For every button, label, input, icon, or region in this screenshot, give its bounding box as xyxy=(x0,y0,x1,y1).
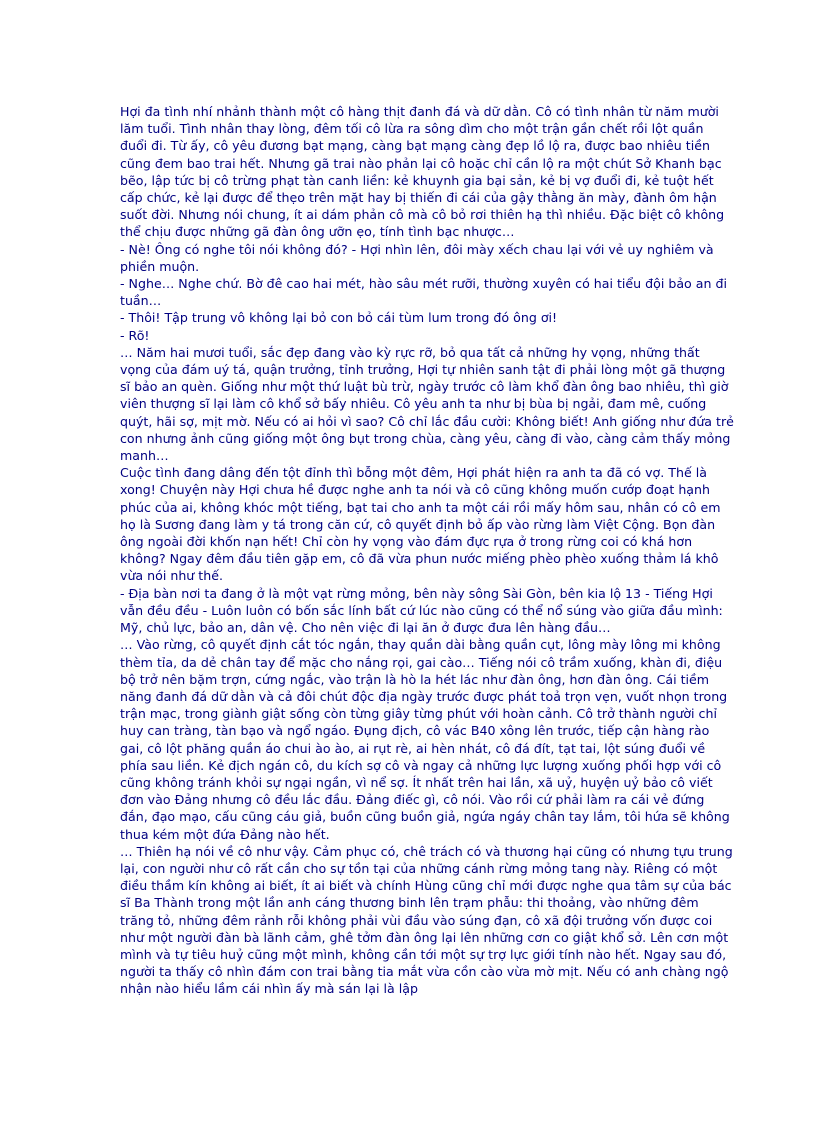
paragraph-9: … Vào rừng, cô quyết định cắt tóc ngắn, thay quần dài bằng quần cụt, lông mày lông mi không thèm tỉa, da dẻ chân tay để mặc cho nắng rọi, gai cào… Tiếng nói cô trầm xuống, khàn đi, điệu bộ trở nên bặm trợn, cứng ngắc, vào trận là hò la hét lác như đàn ông, hơn đàn ông. Cái tiềm năng đanh đá dữ dằn và cả đôi chút độc địa ngày trước được phát toả trọn vẹn, vuốt nhọn trong trận mạc, trong giành giật sống còn từng giây từng phút với hoàn cảnh. Cô trở thành người chỉ huy can tràng, tàn bạo và ngổ ngáo. Đụng địch, cô vác B40 xông lên trước, tiếp cận hàng rào gai, cô lột phăng quần áo chui ào ào, ai rụt rè, ai hèn nhát, cô đá đít, tạt tai, lột súng đuổi về phía sau liền. Kẻ địch ngán cô, du kích sợ cô và ngay cả những lực lượng xuống phối hợp với cô cũng không tránh khỏi sự ngại ngần, vì nể sợ. Ít nhất trên hai lần, xã uỷ, huyện uỷ bảo cô viết đơn vào Đảng nhưng cô đều lắc đầu. Đảng điếc gì, cô nói. Vào rồi cứ phải làm ra cái vẻ đứng đắn, đạo mạo, cấu cũng cáu giả, buồn cũng buồn giả, ngứa ngáy chân tay lắm, tôi hứa sẽ không thua kém một đứa Đảng nào hết. xyxy=(120,637,730,842)
paragraph-6: … Năm hai mươi tuổi, sắc đẹp đang vào kỳ rực rỡ, bỏ qua tất cả những hy vọng, những thất vọng của đám uý tá, quận trưởng, tỉnh trưởng, Hợi tự nhiên sanh tật đi phải lòng một gã thượng sĩ bảo an quèn. Giống như một thứ luật bù trừ, ngày trước cô làm khổ đàn ông bao nhiêu, thì giờ viên thượng sĩ lại làm cô khổ sở bấy nhiêu. Cô yêu anh ta như bị bùa bị ngải, đam mê, cuống quýt, hãi sợ, mịt mờ. Nếu có ai hỏi vì sao? Cô chỉ lắc đầu cười: Không biết! Anh giống như đứa trẻ con nhưng ảnh cũng giống một ông bụt trong chùa, càng yêu, càng đi vào, càng cảm thấy mỏng manh… xyxy=(120,344,734,464)
paragraph-3: - Nghe… Nghe chứ. Bờ đê cao hai mét, hào sâu mét rưỡi, thường xuyên có hai tiểu đội bảo an đi tuần… xyxy=(120,276,727,309)
paragraph-10: … Thiên hạ nói về cô như vậy. Cảm phục có, chê trách có và thương hại cũng có nhưng tựu trung lại, con người như cô rất cần cho sự tồn tại của những cánh rừng mỏng tang này. Riêng có một điều thầm kín không ai biết, ít ai biết và chính Hùng cũng chỉ mới được nghe qua tâm sự của bác sĩ Ba Thành trong một lần anh cáng thương binh lên trạm phẫu: thi thoảng, vào những đêm trăng tỏ, những đêm rảnh rỗi không phải vùi đầu vào súng đạn, cô xã đội trưởng vốn được coi như một người đàn bà lãnh cảm, ghê tởm đàn ông lại lên những cơn co giật khổ sở. Lên cơn một mình và tự tiêu huỷ cũng một mình, không cần tới một sự trợ lực giới tính nào hết. Ngay sau đó, người ta thấy cô nhìn đám con trai bằng tia mắt vừa cồn cào vừa mờ mịt. Nếu có anh chàng ngộ nhận nào hiểu lầm cái nhìn ấy mà sán lại là lập xyxy=(120,843,733,997)
paragraph-4: - Thôi! Tập trung vô không lại bỏ con bỏ cái tùm lum trong đó ông ơi! xyxy=(120,310,558,326)
paragraph-8: - Địa bàn nơi ta đang ở là một vạt rừng mỏng, bên này sông Sài Gòn, bên kia lộ 13 - Tiếng Hợi vẫn đều đều - Luôn luôn có bốn sắc lính bất cứ lúc nào cũng có thể nổ súng vào giữa đầu mình: Mỹ, chủ lực, bảo an, dân vệ. Cho nên việc đi lại ăn ở được đưa lên hàng đầu… xyxy=(120,585,723,636)
paragraph-2: - Nè! Ông có nghe tôi nói không đó? - Hợi nhìn lên, đôi mày xếch chau lại với vẻ uy nghiêm và phiền muộn. xyxy=(120,241,714,274)
paragraph-7: Cuộc tình đang dâng đến tột đỉnh thì bỗng một đêm, Hợi phát hiện ra anh ta đã có vợ. Thế là xong! Chuyện này Hợi chưa hề được nghe anh ta nói và cô cũng không muốn cướp đoạt hạnh phúc của ai, không khóc một tiếng, bạt tai cho anh ta một cái rồi mấy hôm sau, nhân có cô em họ là Sương đang làm y tá trong căn cứ, cô quyết định bỏ ấp vào rừng làm Việt Cộng. Bọn đàn ông ngoài đời khốn nạn hết! Chỉ còn hy vọng vào đám đực rựa ở trong rừng coi có khá hơn không? Ngay đêm đầu tiên gặp em, cô đã vừa phun nước miếng phèo phèo xuống thảm lá khô vừa nói như thế. xyxy=(120,465,721,584)
paragraph-5: - Rõ! xyxy=(120,327,150,343)
story-text xyxy=(120,103,734,998)
paragraph-1: Hợi đa tình nhí nhảnh thành một cô hàng thịt đanh đá và dữ dằn. Cô có tình nhân từ năm mười lăm tuổi. Tình nhân thay lòng, đêm tối cô lừa ra sông dìm cho một trận gần chết rồi lột quần đuổi đi. Từ ấy, cô yêu đương bạt mạng, càng bạt mạng càng đẹp lồ lộ ra, được bao nhiêu tiền cũng đem bao trai hết. Nhưng gã trai nào phản lại cô hoặc chỉ cần lộ ra một chút Sở Khanh bạc bẽo, lập tức bị cô trừng phạt tàn canh liền: kẻ khuynh gia bại sản, kẻ bị vợ đuổi đi, kẻ tuột hết cấp chức, kẻ lại được để thẹo trên mặt hay bị thiến đi cái của gậy thằng ăn mày, đành ôm hận suốt đời. Nhưng nói chung, ít ai dám phản cô mà cô bỏ rơi thiên hạ thì nhiều. Đặc biệt cô không thể chịu được những gã đàn ông ưỡn ẹo, tính tình bạc nhược… xyxy=(120,104,725,240)
